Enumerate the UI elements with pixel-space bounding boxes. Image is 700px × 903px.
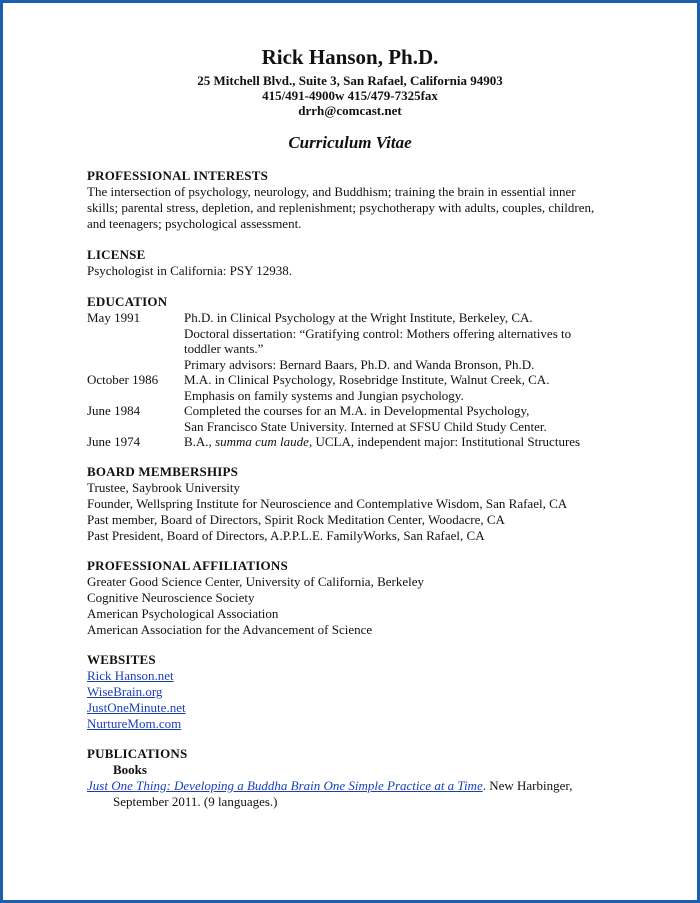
cv-title: Curriculum Vitae bbox=[288, 133, 412, 152]
cv-phone: 415/491-4900w 415/479-7325fax bbox=[262, 88, 438, 103]
education-date: October 1986 bbox=[87, 372, 159, 387]
education-honors: summa cum laude, bbox=[215, 434, 313, 449]
cv-name: Rick Hanson, Ph.D. bbox=[261, 45, 439, 69]
education-date: May 1991 bbox=[87, 310, 141, 325]
section-heading-publications: PUBLICATIONS bbox=[87, 746, 188, 761]
education-line: Doctoral dissertation: “Gratifying control: Mothers offering alternatives to bbox=[184, 326, 572, 341]
education-line bbox=[184, 434, 654, 450]
affiliation-item: Cognitive Neuroscience Society bbox=[87, 590, 255, 605]
education-line: M.A. in Clinical Psychology, Rosebridge Institute, Walnut Creek, CA. bbox=[184, 372, 550, 387]
publication-entry bbox=[87, 778, 647, 794]
license-text: Psychologist in California: PSY 12938. bbox=[87, 263, 292, 278]
interests-line-3: and teenagers; psychological assessment. bbox=[87, 216, 302, 231]
affiliation-item: American Psychological Association bbox=[87, 606, 279, 621]
interests-line-1: The intersection of psychology, neurology, and Buddhism; training the brain in essential inner bbox=[87, 184, 576, 199]
publications-subheading-books: Books bbox=[113, 762, 147, 777]
section-heading-boards: BOARD MEMBERSHIPS bbox=[87, 464, 239, 479]
education-line: Completed the courses for an M.A. in Developmental Psychology, bbox=[184, 403, 530, 418]
interests-line-2: skills; parental stress, depletion, and replenishment; psychotherapy with adults, couples, children, bbox=[87, 200, 595, 215]
education-line: Ph.D. in Clinical Psychology at the Wright Institute, Berkeley, CA. bbox=[184, 310, 533, 325]
website-link-wisebrain[interactable]: WiseBrain.org bbox=[87, 684, 163, 699]
cv-address: 25 Mitchell Blvd., Suite 3, San Rafael, California 94903 bbox=[197, 73, 503, 88]
education-line: San Francisco State University. Interned at SFSU Child Study Center. bbox=[184, 419, 547, 434]
section-heading-education: EDUCATION bbox=[87, 294, 168, 309]
website-link-justoneminute[interactable]: JustOneMinute.net bbox=[87, 700, 186, 715]
education-ba-prefix: B.A., bbox=[184, 434, 216, 449]
education-date: June 1984 bbox=[87, 403, 141, 418]
education-line: Primary advisors: Bernard Baars, Ph.D. and Wanda Bronson, Ph.D. bbox=[184, 357, 535, 372]
section-heading-affiliations: PROFESSIONAL AFFILIATIONS bbox=[87, 558, 288, 573]
cv-email: drrh@comcast.net bbox=[298, 103, 402, 118]
board-item: Founder, Wellspring Institute for Neuroscience and Contemplative Wisdom, San Rafael, CA bbox=[87, 496, 568, 511]
section-heading-websites: WEBSITES bbox=[87, 652, 156, 667]
section-heading-license: LICENSE bbox=[87, 247, 146, 262]
education-line: Emphasis on family systems and Jungian psychology. bbox=[184, 388, 464, 403]
publication-book-link[interactable]: Just One Thing: Developing a Buddha Brain One Simple Practice at a Time bbox=[87, 778, 483, 793]
website-link-nurturemom[interactable]: NurtureMom.com bbox=[87, 716, 182, 731]
affiliation-item: Greater Good Science Center, University of California, Berkeley bbox=[87, 574, 424, 589]
publication-publisher: . New Harbinger, bbox=[482, 778, 573, 793]
affiliation-item: American Association for the Advancement of Science bbox=[87, 622, 373, 637]
board-item: Past President, Board of Directors, A.P.P.L.E. FamilyWorks, San Rafael, CA bbox=[87, 528, 485, 543]
education-line: toddler wants.” bbox=[184, 341, 264, 356]
cv-page bbox=[3, 3, 697, 900]
board-item: Past member, Board of Directors, Spirit Rock Meditation Center, Woodacre, CA bbox=[87, 512, 505, 527]
board-item: Trustee, Saybrook University bbox=[87, 480, 240, 495]
education-ba-detail: UCLA, independent major: Institutional Structures bbox=[312, 434, 581, 449]
education-date: June 1974 bbox=[87, 434, 141, 449]
publication-date: September 2011. (9 languages.) bbox=[113, 794, 278, 809]
website-link-rickhanson[interactable]: Rick Hanson.net bbox=[87, 668, 174, 683]
section-heading-interests: PROFESSIONAL INTERESTS bbox=[87, 168, 269, 183]
